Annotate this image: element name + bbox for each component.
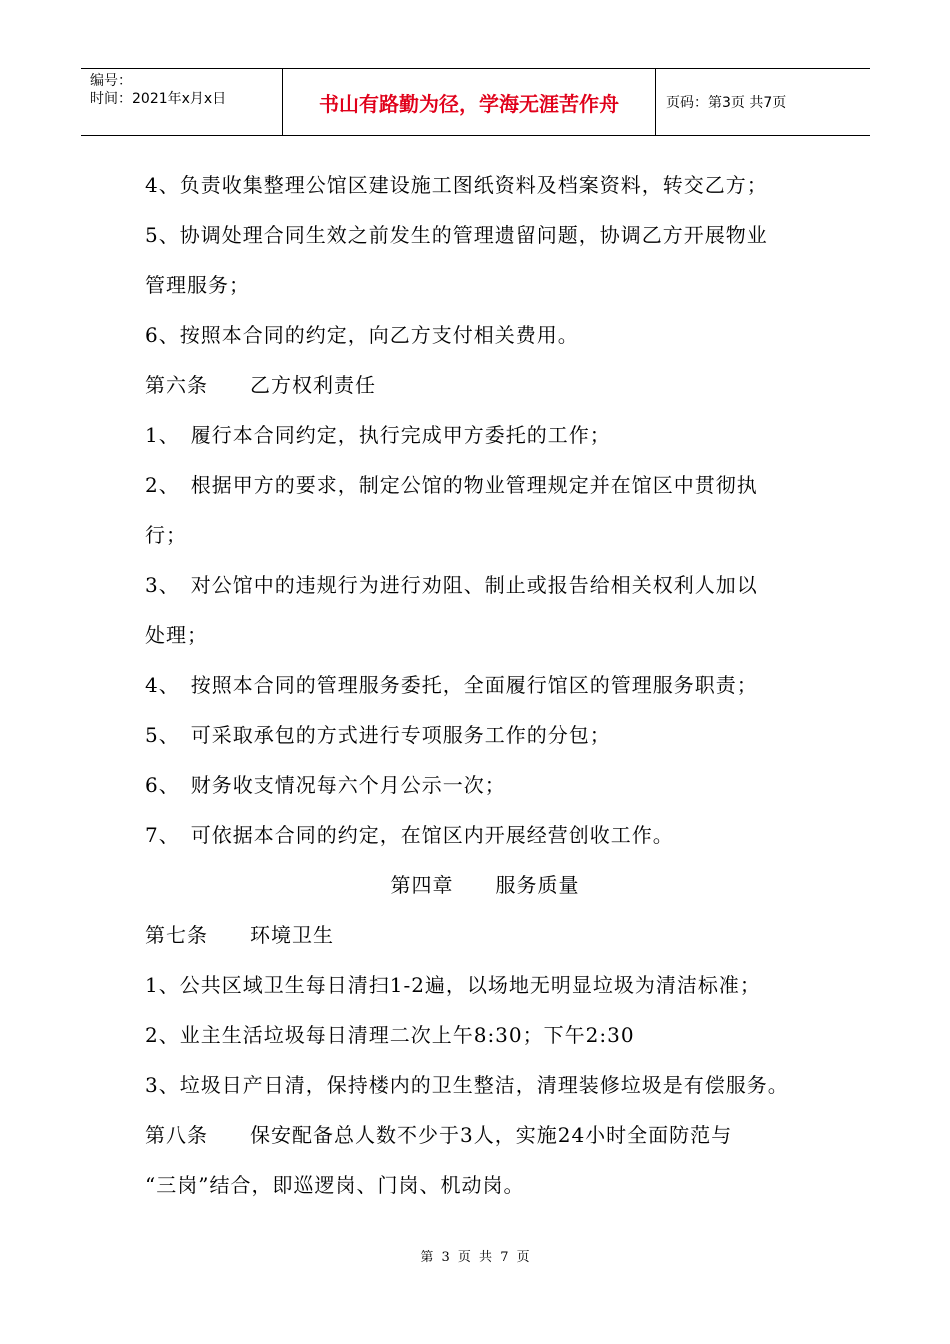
- document-header: [81, 68, 870, 136]
- number-label: 编号：: [90, 73, 132, 89]
- article-heading: 第六条 乙方权利责任: [145, 373, 376, 397]
- paragraph-line: “三岗”结合，即巡逻岗、门岗、机动岗。: [145, 1173, 525, 1197]
- paragraph-line: 5、 可采取承包的方式进行专项服务工作的分包；: [145, 723, 611, 747]
- paragraph-line: 1、公共区域卫生每日清扫1-2遍，以场地无明显垃圾为清洁标准；: [145, 973, 761, 997]
- header-motto: 书山有路勤为径，学海无涯苦作舟: [283, 69, 656, 135]
- time-label: 时间：2021年x月x日: [90, 91, 227, 107]
- article-heading: 第七条 环境卫生: [145, 923, 334, 947]
- paragraph-line: 7、 可依据本合同的约定，在馆区内开展经营创收工作。: [145, 823, 674, 847]
- paragraph-line: 4、 按照本合同的管理服务委托，全面履行馆区的管理服务职责；: [145, 673, 758, 697]
- paragraph-line: 2、 根据甲方的要求，制定公馆的物业管理规定并在馆区中贯彻执: [145, 473, 758, 497]
- paragraph-line: 2、业主生活垃圾每日清理二次上午8:30；下午2:30: [145, 1023, 635, 1047]
- chapter-heading: 第四章 服务质量: [390, 873, 580, 897]
- document-body: [145, 160, 825, 1210]
- header-page-info: 页码：第3页 共7页: [666, 95, 787, 111]
- paragraph-line: 处理；: [145, 623, 208, 647]
- article-heading: 第八条 保安配备总人数不少于3人，实施24小时全面防范与: [145, 1123, 733, 1147]
- paragraph-line: 4、负责收集整理公馆区建设施工图纸资料及档案资料，转交乙方；: [145, 173, 768, 197]
- paragraph-line: 5、协调处理合同生效之前发生的管理遗留问题，协调乙方开展物业: [145, 223, 768, 247]
- paragraph-line: 3、垃圾日产日清，保持楼内的卫生整洁，清理装修垃圾是有偿服务。: [145, 1073, 789, 1097]
- paragraph-line: 3、 对公馆中的违规行为进行劝阻、制止或报告给相关权利人加以: [145, 573, 758, 597]
- page-footer: 第 3 页 共 7 页: [420, 1250, 530, 1265]
- paragraph-line: 6、 财务收支情况每六个月公示一次；: [145, 773, 506, 797]
- paragraph-line: 1、 履行本合同约定，执行完成甲方委托的工作；: [145, 423, 611, 447]
- paragraph-line: 6、按照本合同的约定，向乙方支付相关费用。: [145, 323, 579, 347]
- paragraph-line: 行；: [145, 523, 187, 547]
- header-meta: [81, 69, 283, 135]
- paragraph-line: 管理服务；: [145, 273, 250, 297]
